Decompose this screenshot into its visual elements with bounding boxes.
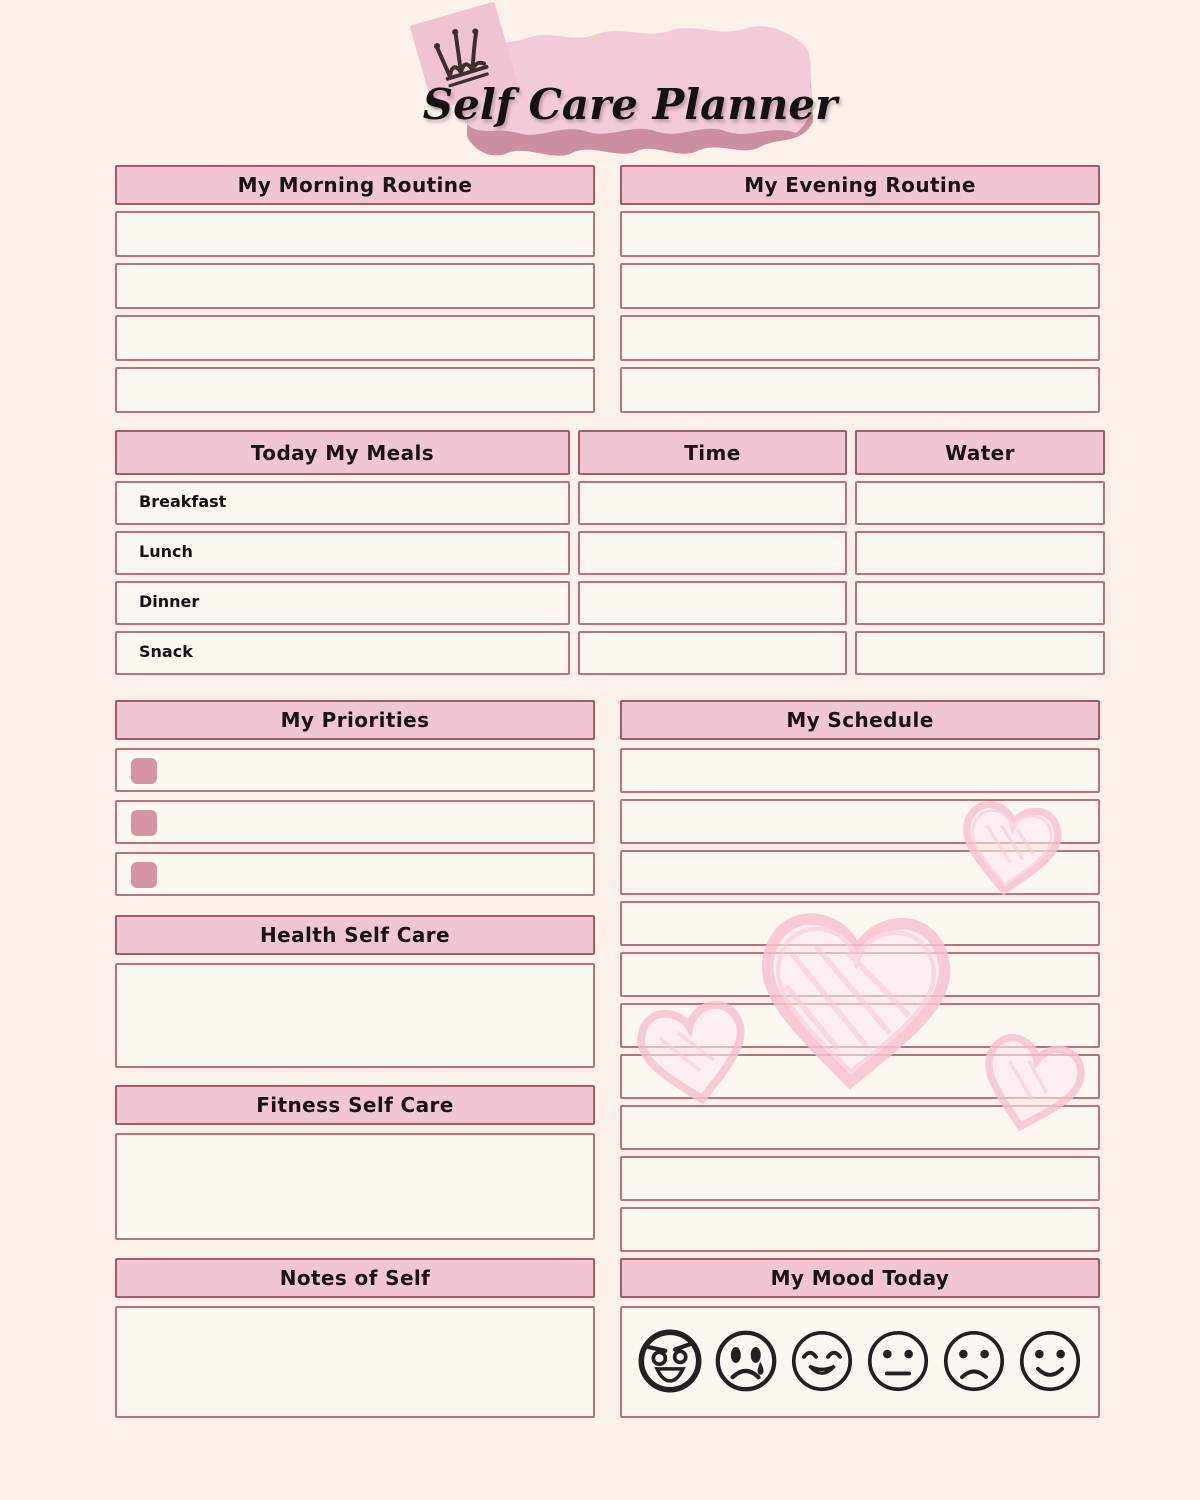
mood-box bbox=[620, 1306, 1100, 1418]
fitness-self-care-header: Fitness Self Care bbox=[115, 1085, 595, 1125]
water-cell[interactable] bbox=[855, 581, 1105, 625]
schedule-line[interactable] bbox=[620, 1003, 1100, 1048]
meal-row-snack[interactable] bbox=[115, 631, 570, 675]
notes-of-self-box[interactable] bbox=[115, 1306, 595, 1418]
schedule-line[interactable] bbox=[620, 850, 1100, 895]
health-self-care-header: Health Self Care bbox=[115, 915, 595, 955]
evening-routine-line[interactable] bbox=[620, 315, 1100, 361]
morning-routine-line[interactable] bbox=[115, 315, 595, 361]
mood-angry-icon[interactable] bbox=[633, 1324, 707, 1398]
schedule-line[interactable] bbox=[620, 1105, 1100, 1150]
mood-crying-icon[interactable] bbox=[709, 1324, 783, 1398]
morning-routine-line[interactable] bbox=[115, 211, 595, 257]
meal-label: Lunch bbox=[139, 542, 193, 561]
time-cell[interactable] bbox=[578, 481, 847, 525]
priority-row[interactable] bbox=[115, 748, 595, 792]
meal-row-dinner[interactable] bbox=[115, 581, 570, 625]
schedule-line[interactable] bbox=[620, 1054, 1100, 1099]
evening-routine-line[interactable] bbox=[620, 367, 1100, 413]
evening-routine-header: My Evening Routine bbox=[620, 165, 1100, 205]
evening-routine-line[interactable] bbox=[620, 263, 1100, 309]
morning-routine-line[interactable] bbox=[115, 263, 595, 309]
mood-content-icon[interactable] bbox=[785, 1324, 859, 1398]
meal-label: Snack bbox=[139, 642, 193, 661]
priority-checkbox[interactable] bbox=[131, 810, 157, 836]
schedule-line[interactable] bbox=[620, 901, 1100, 946]
mood-sad-icon[interactable] bbox=[937, 1324, 1011, 1398]
time-column-header: Time bbox=[578, 430, 847, 475]
schedule-line[interactable] bbox=[620, 1207, 1100, 1252]
water-cell[interactable] bbox=[855, 481, 1105, 525]
morning-routine-header: My Morning Routine bbox=[115, 165, 595, 205]
page-title: Self Care Planner bbox=[422, 79, 838, 129]
time-cell[interactable] bbox=[578, 531, 847, 575]
priorities-header: My Priorities bbox=[115, 700, 595, 740]
water-column-header: Water bbox=[855, 430, 1105, 475]
mood-header: My Mood Today bbox=[620, 1258, 1100, 1298]
mood-neutral-icon[interactable] bbox=[861, 1324, 935, 1398]
priority-checkbox[interactable] bbox=[131, 862, 157, 888]
notes-of-self-header: Notes of Self bbox=[115, 1258, 595, 1298]
meal-label: Dinner bbox=[139, 592, 200, 611]
meal-row-breakfast[interactable] bbox=[115, 481, 570, 525]
schedule-header: My Schedule bbox=[620, 700, 1100, 740]
evening-routine-line[interactable] bbox=[620, 211, 1100, 257]
time-cell[interactable] bbox=[578, 631, 847, 675]
meal-label: Breakfast bbox=[139, 492, 227, 511]
mood-happy-icon[interactable] bbox=[1013, 1324, 1087, 1398]
schedule-line[interactable] bbox=[620, 1156, 1100, 1201]
water-cell[interactable] bbox=[855, 631, 1105, 675]
water-cell[interactable] bbox=[855, 531, 1105, 575]
morning-routine-line[interactable] bbox=[115, 367, 595, 413]
fitness-self-care-box[interactable] bbox=[115, 1133, 595, 1240]
health-self-care-box[interactable] bbox=[115, 963, 595, 1068]
schedule-line[interactable] bbox=[620, 799, 1100, 844]
priority-row[interactable] bbox=[115, 852, 595, 896]
meal-row-lunch[interactable] bbox=[115, 531, 570, 575]
priority-row[interactable] bbox=[115, 800, 595, 844]
meals-column-header: Today My Meals bbox=[115, 430, 570, 475]
priority-checkbox[interactable] bbox=[131, 758, 157, 784]
schedule-line[interactable] bbox=[620, 952, 1100, 997]
time-cell[interactable] bbox=[578, 581, 847, 625]
schedule-line[interactable] bbox=[620, 748, 1100, 793]
